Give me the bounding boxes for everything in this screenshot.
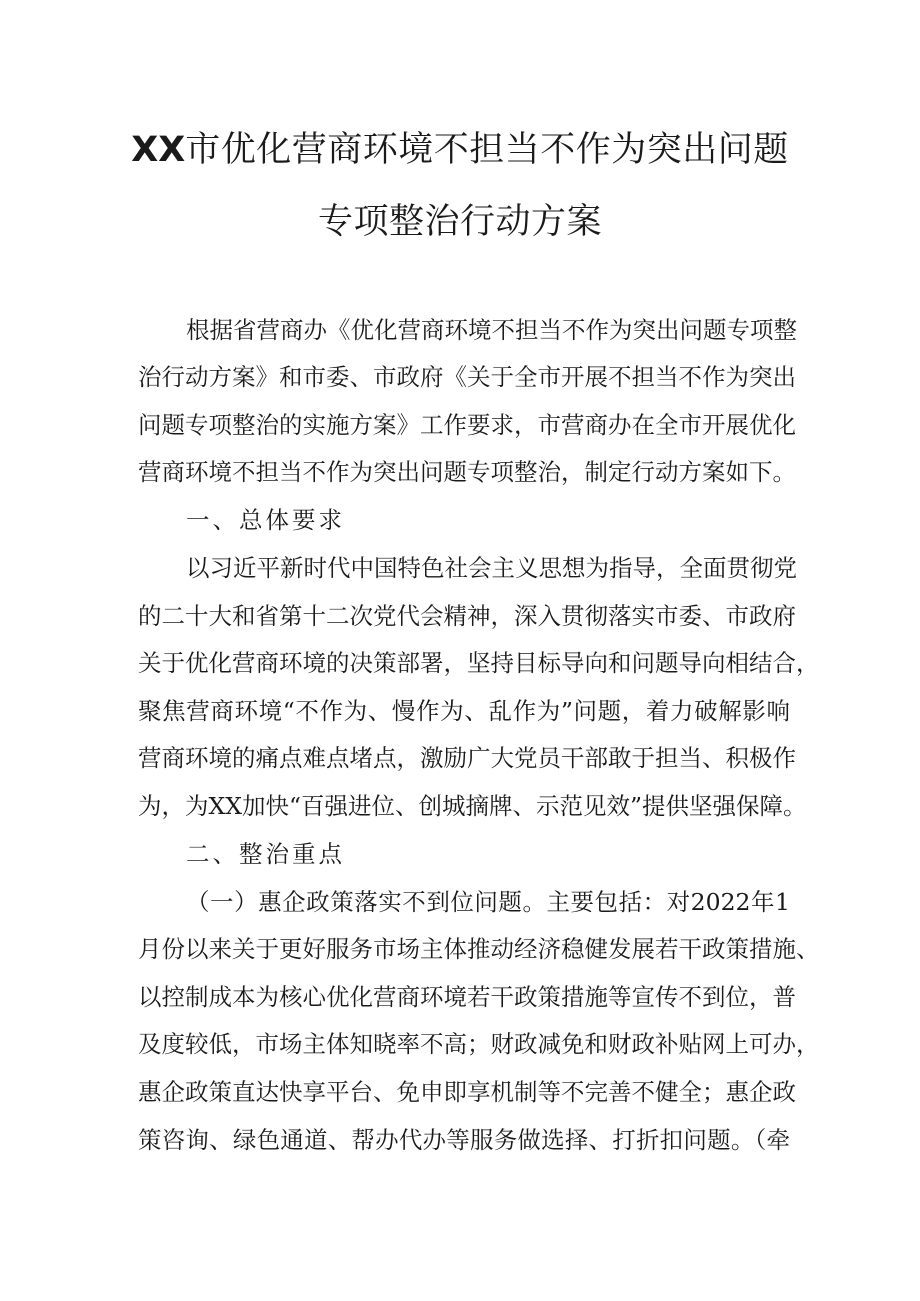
section1-line: 以习近平新时代中国特色社会主义思想为指导，全面贯彻党 xyxy=(186,554,797,582)
intro-line: 营商环境不担当不作为突出问题专项整治，制定行动方案如下。 xyxy=(138,458,796,486)
title-line-1-text: 市优化营商环境不担当不作为突出问题 xyxy=(185,130,789,170)
section-heading-general-requirements: 一、总体要求 xyxy=(186,506,345,534)
intro-line: 治行动方案》和市委、市政府《关于全市开展不担当不作为突出 xyxy=(138,363,796,391)
section2-line: （一）惠企政策落实不到位问题。主要包括：对2022年1 xyxy=(186,888,790,916)
section1-line: 关于优化营商环境的决策部署，坚持目标导向和问题导向相结合， xyxy=(138,649,820,677)
intro-line: 问题专项整治的实施方案》工作要求，市营商办在全市开展优化 xyxy=(138,411,796,439)
section2-line: 惠企政策直达快享平台、免申即享机制等不完善不健全；惠企政 xyxy=(138,1078,796,1106)
intro-line: 根据省营商办《优化营商环境不担当不作为突出问题专项整 xyxy=(186,316,797,344)
section2-line: 策咨询、绿色通道、帮办代办等服务做选择、打折扣问题。（牵 xyxy=(138,1126,790,1154)
section2-line: 月份以来关于更好服务市场主体推动经济稳健发展若干政策措施、 xyxy=(138,935,820,963)
title-prefix: XX xyxy=(131,130,186,170)
section1-line: 为，为XX加快“百强进位、创城摘牌、示范见效”提供坚强保障。 xyxy=(138,792,807,820)
section-heading-rectification-focus: 二、整治重点 xyxy=(186,840,345,868)
section1-line: 的二十大和省第十二次党代会精神，深入贯彻落实市委、市政府 xyxy=(138,602,796,630)
document-title-line-1 xyxy=(0,128,920,172)
section2-line: 以控制成本为核心优化营商环境若干政策措施等宣传不到位，普 xyxy=(138,983,796,1011)
section1-line: 营商环境的痛点难点堵点，激励广大党员干部敢于担当、积极作 xyxy=(138,744,796,772)
document-title-line-2: 专项整治行动方案 xyxy=(317,202,602,242)
section2-line: 及度较低，市场主体知晓率不高；财政减免和财政补贴网上可办， xyxy=(138,1030,820,1058)
section1-line: 聚焦营商环境“不作为、慢作为、乱作为”问题，着力破解影响 xyxy=(138,697,790,725)
